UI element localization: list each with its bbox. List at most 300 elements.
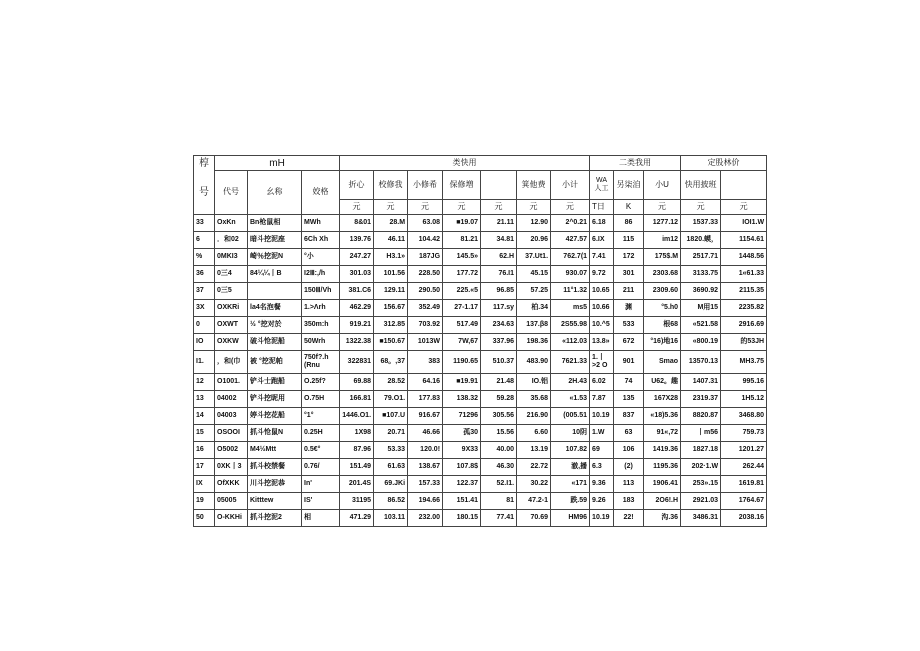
table-cell: 177.72 bbox=[443, 266, 481, 283]
table-cell: 172 bbox=[614, 249, 644, 266]
table-cell: 7.87 bbox=[590, 391, 614, 408]
table-cell: 04002 bbox=[215, 391, 248, 408]
table-cell: I2Ⅲ:,/h bbox=[302, 266, 340, 283]
table-cell: 37 bbox=[194, 283, 215, 300]
table-cell: 1201.27 bbox=[721, 442, 767, 459]
table-row bbox=[194, 459, 767, 476]
table-cell: 115 bbox=[614, 232, 644, 249]
table-cell: 151.49 bbox=[340, 459, 374, 476]
category2-header: 二类我用 bbox=[590, 156, 681, 171]
table-row bbox=[194, 442, 767, 459]
table-cell: 50 bbox=[194, 510, 215, 527]
table-cell: 抓斗怆鼠N bbox=[248, 425, 302, 442]
unit-header-1: 元 bbox=[340, 200, 374, 215]
table-cell: 10.^5 bbox=[590, 317, 614, 334]
code-header: 代号 bbox=[215, 171, 248, 215]
table-cell: 1619.81 bbox=[721, 476, 767, 493]
table-cell: 120.0! bbox=[408, 442, 443, 459]
table-cell: 13 bbox=[194, 391, 215, 408]
table-cell: 9X33 bbox=[443, 442, 481, 459]
table-cell: 2S55.98 bbox=[551, 317, 590, 334]
table-row bbox=[194, 510, 767, 527]
table-cell: 1154.61 bbox=[721, 232, 767, 249]
table-cell: 301 bbox=[614, 266, 644, 283]
table-cell: 0 bbox=[194, 317, 215, 334]
table-cell: 40.00 bbox=[481, 442, 517, 459]
table-cell: 的53JH bbox=[721, 334, 767, 351]
col-header-10: 小U bbox=[644, 171, 681, 200]
table-cell: 104.42 bbox=[408, 232, 443, 249]
table-cell: 703.92 bbox=[408, 317, 443, 334]
table-cell: 2921.03 bbox=[681, 493, 721, 510]
unit-header-3: 元 bbox=[408, 200, 443, 215]
table-cell: 10.66 bbox=[590, 300, 614, 317]
table-cell: 916.67 bbox=[408, 408, 443, 425]
table-cell: 15.56 bbox=[481, 425, 517, 442]
table-cell: 247.27 bbox=[340, 249, 374, 266]
table-cell: 483.90 bbox=[517, 351, 551, 374]
table-cell: 婷斗挖花船 bbox=[248, 408, 302, 425]
table-cell: °1° bbox=[302, 408, 340, 425]
table-cell: 6.02 bbox=[590, 374, 614, 391]
table-cell: 7621.33 bbox=[551, 351, 590, 374]
table-cell: 1419.36 bbox=[644, 442, 681, 459]
table-cell: 46.11 bbox=[374, 232, 408, 249]
table-cell: 1820.蟆， bbox=[681, 232, 721, 249]
table-cell: O.25f? bbox=[302, 374, 340, 391]
table-cell: 0.25H bbox=[302, 425, 340, 442]
table-cell: IS' bbox=[302, 493, 340, 510]
table-cell: 13.8» bbox=[590, 334, 614, 351]
table-cell: 10阴 bbox=[551, 425, 590, 442]
table-cell: 1.W bbox=[590, 425, 614, 442]
table-cell: Bn枪鼠相 bbox=[248, 215, 302, 232]
table-cell: 13570.13 bbox=[681, 351, 721, 374]
table-cell: 301.03 bbox=[340, 266, 374, 283]
category3-header: 定股林价 bbox=[681, 156, 767, 171]
table-cell: 2235.82 bbox=[721, 300, 767, 317]
rate-table-sheet bbox=[193, 155, 766, 527]
table-cell: 12 bbox=[194, 374, 215, 391]
table-cell: 6.3 bbox=[590, 459, 614, 476]
unit-header-8: T日 bbox=[590, 200, 614, 215]
table-cell: 7.41 bbox=[590, 249, 614, 266]
table-cell: 253».15 bbox=[681, 476, 721, 493]
table-cell: 相 bbox=[302, 510, 340, 527]
table-cell: 61.63 bbox=[374, 459, 408, 476]
table-cell: 96.85 bbox=[481, 283, 517, 300]
table-cell: 6.18 bbox=[590, 215, 614, 232]
table-cell: «800.19 bbox=[681, 334, 721, 351]
table-row bbox=[194, 300, 767, 317]
table-cell: 17 bbox=[194, 459, 215, 476]
table-cell: 322831 bbox=[340, 351, 374, 374]
table-cell: 10.19 bbox=[590, 408, 614, 425]
table-cell: 107.8$ bbox=[443, 459, 481, 476]
col-header-2: 校修我 bbox=[374, 171, 408, 200]
table-cell: 0.5€° bbox=[302, 442, 340, 459]
table-cell: 3690.92 bbox=[681, 283, 721, 300]
table-cell: 9.26 bbox=[590, 493, 614, 510]
table-row bbox=[194, 249, 767, 266]
table-cell: 194.66 bbox=[408, 493, 443, 510]
col-header-6: 箕他费 bbox=[517, 171, 551, 200]
table-cell: IX bbox=[194, 476, 215, 493]
table-cell: 31195 bbox=[340, 493, 374, 510]
table-cell: 167X28 bbox=[644, 391, 681, 408]
table-cell: 21.48 bbox=[481, 374, 517, 391]
table-cell: 6.IX bbox=[590, 232, 614, 249]
table-cell: 1X98 bbox=[340, 425, 374, 442]
name-header: 幺称 bbox=[248, 171, 302, 215]
table-cell: 77.41 bbox=[481, 510, 517, 527]
col-header-4: 保修増 bbox=[443, 171, 481, 200]
table-cell: 232.00 bbox=[408, 510, 443, 527]
table-cell: 180.15 bbox=[443, 510, 481, 527]
table-row bbox=[194, 493, 767, 510]
table-cell: 3X bbox=[194, 300, 215, 317]
table-cell: 10.19 bbox=[590, 510, 614, 527]
table-cell: 0三5 bbox=[215, 283, 248, 300]
table-cell: 71296 bbox=[443, 408, 481, 425]
table-cell: Smao bbox=[644, 351, 681, 374]
table-cell: 471.29 bbox=[340, 510, 374, 527]
table-cell: OfXKK bbox=[215, 476, 248, 493]
table-cell: 157.33 bbox=[408, 476, 443, 493]
table-cell: 117.sy bbox=[481, 300, 517, 317]
unit-header-6: 元 bbox=[517, 200, 551, 215]
table-cell: 1446.O1. bbox=[340, 408, 374, 425]
table-cell: 101.56 bbox=[374, 266, 408, 283]
table-cell: OSOOI bbox=[215, 425, 248, 442]
table-cell: 135 bbox=[614, 391, 644, 408]
table-cell: 64.16 bbox=[408, 374, 443, 391]
table-cell: 05005 bbox=[215, 493, 248, 510]
table-cell: 198.36 bbox=[517, 334, 551, 351]
table-cell: 762.7(1 bbox=[551, 249, 590, 266]
header-row-1 bbox=[194, 156, 767, 171]
table-cell: 2517.71 bbox=[681, 249, 721, 266]
table-cell: 76.I1 bbox=[481, 266, 517, 283]
table-row bbox=[194, 317, 767, 334]
table-cell: 跌.59 bbox=[551, 493, 590, 510]
table-cell: 59.28 bbox=[481, 391, 517, 408]
table-cell: 462.29 bbox=[340, 300, 374, 317]
table-cell: ■19.91 bbox=[443, 374, 481, 391]
table-cell: 渊 bbox=[614, 300, 644, 317]
table-cell: 1537.33 bbox=[681, 215, 721, 232]
table-cell: 87.96 bbox=[340, 442, 374, 459]
table-cell: «112.03 bbox=[551, 334, 590, 351]
table-cell: (2) bbox=[614, 459, 644, 476]
table-cell: MWh bbox=[302, 215, 340, 232]
table-cell: 337.96 bbox=[481, 334, 517, 351]
table-cell: 137.β8 bbox=[517, 317, 551, 334]
table-cell: 沟.36 bbox=[644, 510, 681, 527]
name-group-header: mH bbox=[215, 156, 340, 171]
table-cell: 9.72 bbox=[590, 266, 614, 283]
table-cell: 1906.41 bbox=[644, 476, 681, 493]
table-cell: 2038.16 bbox=[721, 510, 767, 527]
table-cell: 52.I1. bbox=[481, 476, 517, 493]
table-cell: 107.82 bbox=[551, 442, 590, 459]
table-cell: 122.37 bbox=[443, 476, 481, 493]
table-cell: 1407.31 bbox=[681, 374, 721, 391]
table-cell: 27-1.17 bbox=[443, 300, 481, 317]
table-cell: 16 bbox=[194, 442, 215, 459]
unit-header-11: 元 bbox=[681, 200, 721, 215]
table-cell: ■150.67 bbox=[374, 334, 408, 351]
table-cell: 1322.38 bbox=[340, 334, 374, 351]
col-header-7: 小计 bbox=[551, 171, 590, 200]
table-cell: 0XK丨3 bbox=[215, 459, 248, 476]
table-cell: 丨m56 bbox=[681, 425, 721, 442]
table-cell: ms5 bbox=[551, 300, 590, 317]
table-cell: 0MKI3 bbox=[215, 249, 248, 266]
table-cell: % bbox=[194, 249, 215, 266]
table-cell: 228.50 bbox=[408, 266, 443, 283]
table-cell: ■107.U bbox=[374, 408, 408, 425]
table-cell: 68。,37 bbox=[374, 351, 408, 374]
table-cell: °5.h0 bbox=[644, 300, 681, 317]
table-cell: 2309.60 bbox=[644, 283, 681, 300]
table-row bbox=[194, 283, 767, 300]
table-cell: 根68 bbox=[644, 317, 681, 334]
table-cell: 46.30 bbox=[481, 459, 517, 476]
table-cell: 750f?.h (Rnu bbox=[302, 351, 340, 374]
table-cell: 290.50 bbox=[408, 283, 443, 300]
table-cell: 22! bbox=[614, 510, 644, 527]
table-cell: 86.52 bbox=[374, 493, 408, 510]
table-cell: °小 bbox=[302, 249, 340, 266]
table-cell: OxKn bbox=[215, 215, 248, 232]
table-cell: 19 bbox=[194, 493, 215, 510]
seq-header-bottom: 号 bbox=[194, 171, 215, 215]
table-cell: O5002 bbox=[215, 442, 248, 459]
table-cell: 28.52 bbox=[374, 374, 408, 391]
unit-header-2: 元 bbox=[374, 200, 408, 215]
col-header-3: 小修希 bbox=[408, 171, 443, 200]
table-cell: M4½Mtt bbox=[248, 442, 302, 459]
table-cell: 铲斗挖昵用 bbox=[248, 391, 302, 408]
table-cell: 3486.31 bbox=[681, 510, 721, 527]
table-cell: 995.16 bbox=[721, 374, 767, 391]
table-cell: «1.53 bbox=[551, 391, 590, 408]
table-cell: 2916.69 bbox=[721, 317, 767, 334]
unit-header-10: 元 bbox=[644, 200, 681, 215]
table-cell: 183 bbox=[614, 493, 644, 510]
table-cell: 11°1.32 bbox=[551, 283, 590, 300]
table-cell: O1001. bbox=[215, 374, 248, 391]
equipment-rate-table bbox=[193, 155, 767, 527]
table-cell: 1190.65 bbox=[443, 351, 481, 374]
spec-header: 姣格 bbox=[302, 171, 340, 215]
table-cell: M用15 bbox=[681, 300, 721, 317]
table-cell: 177.83 bbox=[408, 391, 443, 408]
table-cell bbox=[248, 283, 302, 300]
table-cell: OXKW bbox=[215, 334, 248, 351]
table-cell: 8&01 bbox=[340, 215, 374, 232]
table-cell: 69.JKi bbox=[374, 476, 408, 493]
table-cell: 37.Ut1. bbox=[517, 249, 551, 266]
table-cell: 2115.35 bbox=[721, 283, 767, 300]
unit-header-7: 元 bbox=[551, 200, 590, 215]
table-cell: 50Wrh bbox=[302, 334, 340, 351]
table-cell: 川斗挖泥恭 bbox=[248, 476, 302, 493]
col-header-11: 快用披班 bbox=[681, 171, 721, 200]
table-cell: OXWT bbox=[215, 317, 248, 334]
table-cell: 6Ch Xh bbox=[302, 232, 340, 249]
table-cell: 930.07 bbox=[551, 266, 590, 283]
table-cell: 381.C6 bbox=[340, 283, 374, 300]
table-cell: 86 bbox=[614, 215, 644, 232]
table-cell: I1. bbox=[194, 351, 215, 374]
table-cell: 6 bbox=[194, 232, 215, 249]
table-cell: 1.丨>2 O bbox=[590, 351, 614, 374]
table-cell: 81 bbox=[481, 493, 517, 510]
table-cell: ．和02 bbox=[215, 232, 248, 249]
table-cell: im12 bbox=[644, 232, 681, 249]
table-cell: 9.36 bbox=[590, 476, 614, 493]
table-cell: 202·1.W bbox=[681, 459, 721, 476]
table-cell: ½ °挖对於 bbox=[248, 317, 302, 334]
table-cell: 156.67 bbox=[374, 300, 408, 317]
table-cell: 0.76/ bbox=[302, 459, 340, 476]
table-cell: «18)5.36 bbox=[644, 408, 681, 425]
table-cell: 28.M bbox=[374, 215, 408, 232]
table-cell: (005.51 bbox=[551, 408, 590, 425]
table-cell: 12.90 bbox=[517, 215, 551, 232]
table-cell: 15 bbox=[194, 425, 215, 442]
category1-header: 类快用 bbox=[340, 156, 590, 171]
table-cell: 8820.87 bbox=[681, 408, 721, 425]
table-cell: 62.H bbox=[481, 249, 517, 266]
col-header-9: 另柒洎 bbox=[614, 171, 644, 200]
table-row bbox=[194, 425, 767, 442]
table-cell: 69 bbox=[590, 442, 614, 459]
unit-header-12: 元 bbox=[721, 200, 767, 215]
table-cell: 暗斗挖泥座 bbox=[248, 232, 302, 249]
table-cell: 澈,播 bbox=[551, 459, 590, 476]
table-cell: «521.58 bbox=[681, 317, 721, 334]
table-cell: 崎％挖泥N bbox=[248, 249, 302, 266]
table-cell: 74 bbox=[614, 374, 644, 391]
table-cell: 1827.18 bbox=[681, 442, 721, 459]
table-cell: 63.08 bbox=[408, 215, 443, 232]
table-cell: U62。趣 bbox=[644, 374, 681, 391]
table-cell: 517.49 bbox=[443, 317, 481, 334]
col-header-5 bbox=[481, 171, 517, 200]
table-cell: 175$.M bbox=[644, 249, 681, 266]
table-cell: 22.72 bbox=[517, 459, 551, 476]
table-cell: 383 bbox=[408, 351, 443, 374]
table-cell: 211 bbox=[614, 283, 644, 300]
table-cell: O-KKHi bbox=[215, 510, 248, 527]
table-cell: 36 bbox=[194, 266, 215, 283]
col-header-12 bbox=[721, 171, 767, 200]
table-cell: 53.33 bbox=[374, 442, 408, 459]
table-cell: 破斗怆泥船 bbox=[248, 334, 302, 351]
table-cell: 被 °挖泥帕 bbox=[248, 351, 302, 374]
table-row bbox=[194, 266, 767, 283]
table-cell: 1195.36 bbox=[644, 459, 681, 476]
table-cell: 106 bbox=[614, 442, 644, 459]
table-cell: 20.71 bbox=[374, 425, 408, 442]
table-cell: 84¼¼丨B bbox=[248, 266, 302, 283]
table-cell: 20.96 bbox=[517, 232, 551, 249]
table-cell: 孤30 bbox=[443, 425, 481, 442]
table-cell: °16)地16 bbox=[644, 334, 681, 351]
table-cell: 79.O1. bbox=[374, 391, 408, 408]
table-row bbox=[194, 408, 767, 425]
table-cell: 145.5» bbox=[443, 249, 481, 266]
table-cell: 57.25 bbox=[517, 283, 551, 300]
table-cell: 427.57 bbox=[551, 232, 590, 249]
table-cell: Kitttew bbox=[248, 493, 302, 510]
table-cell: 33 bbox=[194, 215, 215, 232]
table-cell: «171 bbox=[551, 476, 590, 493]
table-cell: ■19.07 bbox=[443, 215, 481, 232]
table-cell: IO bbox=[194, 334, 215, 351]
table-cell: 7W,67 bbox=[443, 334, 481, 351]
table-row bbox=[194, 232, 767, 249]
table-cell: 225.«5 bbox=[443, 283, 481, 300]
table-row bbox=[194, 351, 767, 374]
table-cell: la4名泡餐 bbox=[248, 300, 302, 317]
table-cell: 2^0.21 bbox=[551, 215, 590, 232]
table-cell: 151.41 bbox=[443, 493, 481, 510]
table-cell: ，和(巾 bbox=[215, 351, 248, 374]
table-cell: 13.19 bbox=[517, 442, 551, 459]
table-row bbox=[194, 374, 767, 391]
table-cell: 901 bbox=[614, 351, 644, 374]
table-cell: 2O6!.H bbox=[644, 493, 681, 510]
table-cell: 113 bbox=[614, 476, 644, 493]
table-cell: H3.1» bbox=[374, 249, 408, 266]
table-cell: IO.铝 bbox=[517, 374, 551, 391]
table-cell: 201.4S bbox=[340, 476, 374, 493]
table-cell: 04003 bbox=[215, 408, 248, 425]
table-cell: 672 bbox=[614, 334, 644, 351]
table-cell: 1H5.12 bbox=[721, 391, 767, 408]
table-row bbox=[194, 334, 767, 351]
table-cell: 2319.37 bbox=[681, 391, 721, 408]
table-cell: 350m:h bbox=[302, 317, 340, 334]
table-cell: 759.73 bbox=[721, 425, 767, 442]
table-cell: 510.37 bbox=[481, 351, 517, 374]
col-header-1: 折心 bbox=[340, 171, 374, 200]
table-cell: 533 bbox=[614, 317, 644, 334]
table-cell: 14 bbox=[194, 408, 215, 425]
table-cell: 91«,72 bbox=[644, 425, 681, 442]
table-cell: 837 bbox=[614, 408, 644, 425]
table-cell: 35.68 bbox=[517, 391, 551, 408]
table-cell: 柏.34 bbox=[517, 300, 551, 317]
table-cell: 2303.68 bbox=[644, 266, 681, 283]
table-cell: 10.65 bbox=[590, 283, 614, 300]
table-cell: 47.2-1 bbox=[517, 493, 551, 510]
seq-header-top: 椁 bbox=[194, 156, 215, 171]
table-cell: In' bbox=[302, 476, 340, 493]
table-row bbox=[194, 215, 767, 232]
table-cell: 138.67 bbox=[408, 459, 443, 476]
table-cell: 3468.80 bbox=[721, 408, 767, 425]
table-cell: 103.11 bbox=[374, 510, 408, 527]
table-cell: 81.21 bbox=[443, 232, 481, 249]
header-row-2 bbox=[194, 171, 767, 200]
table-cell: 166.81 bbox=[340, 391, 374, 408]
table-cell: 312.85 bbox=[374, 317, 408, 334]
